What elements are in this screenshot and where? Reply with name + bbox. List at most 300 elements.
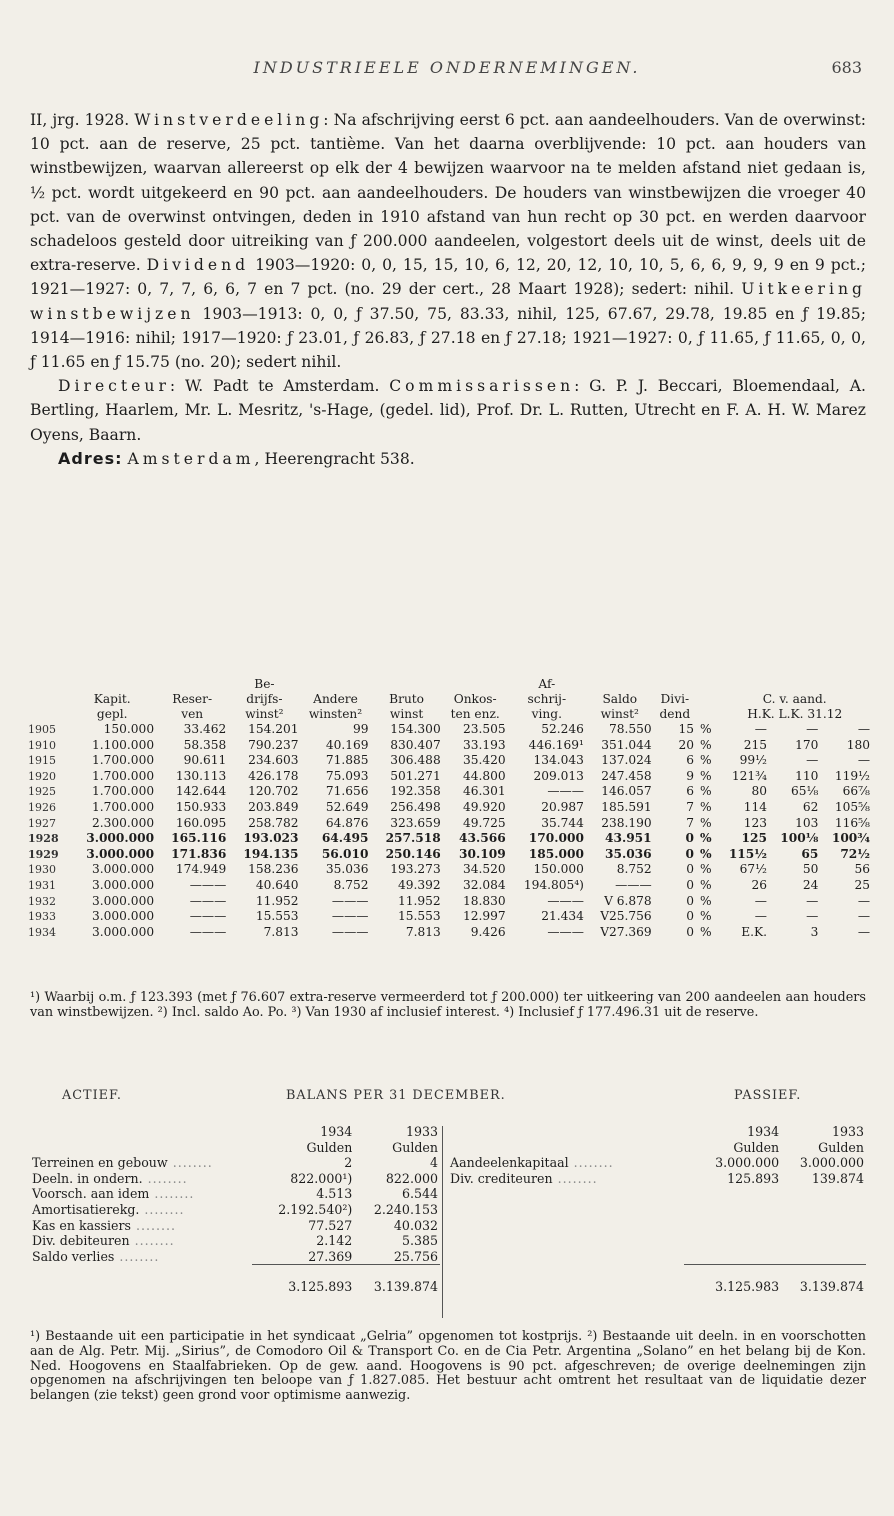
financial-table xyxy=(26,677,872,940)
cell-d3112: — xyxy=(857,924,870,939)
cell-pct: % xyxy=(700,768,712,783)
balance-total: 3.139.874 xyxy=(781,1264,866,1294)
actief-label: ACTIEF. xyxy=(62,1088,122,1103)
table-header-row-2 xyxy=(26,692,872,707)
header-cell: ven xyxy=(181,707,204,721)
balance-spacer-row xyxy=(448,1202,866,1218)
cell-year: 1930 xyxy=(28,863,56,877)
cell-hk: 123 xyxy=(743,815,767,830)
text-segment: : Na afschrijving eerst 6 pct. aan aandeelhouders. Van de overwinst: 10 pct. aan de reserve, 25 pct. tantième. Van het daarna overblijvende: 10 pct. aan houders van winstbewijzen, waarvan allereerst op elk der 4 bewijzen waarvoor na te melden afstand niet gedaan is, ½ pct. wordt uitgekeerd en 90 pct. aan aandeelhouders. De houders van winstbewijzen die vroeger 40 pct. van de overwinst ontvingen, deden in 1910 afstand van hun recht op 30 pct. en werden daarvoor schadeloos gesteld door uitreiking van ƒ 200.000 aandeelen, volgestort deels uit de winst, deels uit de extra-reserve. xyxy=(30,111,866,275)
cell-year: 1933 xyxy=(28,910,56,924)
cell-afschrijving: ——— xyxy=(547,784,584,799)
balance-footnotes xyxy=(30,1330,866,1404)
paragraph-winstverdeeling xyxy=(30,108,866,374)
cell-kapit: 2.300.000 xyxy=(92,815,155,830)
cell-year: 1928 xyxy=(28,832,59,846)
table-row xyxy=(26,925,872,941)
cell-bruto: 192.358 xyxy=(390,784,441,799)
cell-hk: 80 xyxy=(751,784,767,799)
cell-bedrijfswinst: 203.849 xyxy=(248,799,299,814)
cell-saldo: 351.044 xyxy=(601,737,652,752)
cell-hk: 115½ xyxy=(728,846,767,861)
header-cell: gepl. xyxy=(96,707,128,721)
cell-year: 1925 xyxy=(28,785,56,799)
cell-andere: 64.495 xyxy=(321,831,369,846)
uitkeering-label: Uitkeering winstbewijzen xyxy=(30,280,866,323)
col-year-1934: 1934 xyxy=(747,1124,780,1139)
table-row xyxy=(26,909,872,925)
cell-hk: 121¾ xyxy=(731,768,767,783)
cell-dividend: 0 xyxy=(686,862,694,877)
header-cell: ten enz. xyxy=(450,707,500,721)
cell-bedrijfswinst: 15.553 xyxy=(255,909,299,924)
balance-row xyxy=(30,1202,440,1218)
balance-value-v1934: 77.527 xyxy=(308,1217,353,1233)
balance-value-v1934: 2.192.540²) xyxy=(278,1201,353,1217)
balance-unit-row xyxy=(30,1140,440,1156)
cell-onkosten: 9.426 xyxy=(470,924,506,939)
balance-total-row xyxy=(30,1265,440,1295)
cell-bedrijfswinst: 193.023 xyxy=(243,831,299,846)
balance-value-v1934: 2.142 xyxy=(316,1233,353,1249)
cell-bruto: 193.273 xyxy=(390,862,441,877)
header-cell: Af- xyxy=(538,677,556,691)
spacer xyxy=(781,1218,866,1234)
cell-kapit: 3.000.000 xyxy=(86,831,155,846)
cell-afschrijving: ——— xyxy=(547,924,584,939)
cell-pct: % xyxy=(700,893,712,908)
balance-value-v1934: 125.893 xyxy=(727,1170,780,1186)
header-cell xyxy=(654,677,696,692)
cell-onkosten: 49.725 xyxy=(463,815,506,830)
cell-saldo: 247.458 xyxy=(601,768,652,783)
cell-bruto: 323.659 xyxy=(390,815,441,830)
balance-label-text: Kas en kassiers xyxy=(32,1217,131,1233)
balance-label xyxy=(30,1186,252,1202)
cell-year: 1920 xyxy=(28,769,56,783)
passief-body xyxy=(448,1155,866,1294)
balance-value-v1933: 40.032 xyxy=(393,1217,438,1233)
cell-kapit: 3.000.000 xyxy=(86,846,155,861)
header-cell: Bruto xyxy=(389,692,425,706)
table-row xyxy=(26,847,872,863)
cell-lk: 100⅛ xyxy=(780,831,819,846)
page-number: 683 xyxy=(831,58,862,77)
cell-dividend: 6 xyxy=(686,753,694,768)
cell-bruto: 49.392 xyxy=(398,877,441,892)
header-cell: H.K. L.K. 31.12 xyxy=(747,707,843,721)
cell-d3112: — xyxy=(857,909,870,924)
cell-pct: % xyxy=(700,877,712,892)
header-cell: Be- xyxy=(254,677,275,691)
header-cell xyxy=(26,692,68,707)
adres-label: Adres: xyxy=(58,448,123,468)
cell-onkosten: 23.505 xyxy=(463,722,506,736)
balance-title: BALANS PER 31 DECEMBER. xyxy=(286,1088,506,1103)
cell-dividend: 0 xyxy=(686,877,694,892)
balance-row xyxy=(30,1233,440,1249)
cell-year: 1910 xyxy=(28,738,56,752)
header-cell xyxy=(156,677,228,692)
cell-d3112: 72½ xyxy=(840,846,870,861)
balance-actief-table xyxy=(30,1124,440,1295)
cell-bedrijfswinst: 158.236 xyxy=(248,862,299,877)
table-row xyxy=(26,831,872,847)
header-cell: Andere xyxy=(313,692,358,706)
balance-label xyxy=(30,1233,252,1249)
cell-reserven: 174.949 xyxy=(175,862,227,877)
cell-afschrijving: 194.805⁴) xyxy=(523,877,584,892)
header-cell xyxy=(448,1124,684,1140)
text-segment: : W. Padt te Amsterdam. xyxy=(169,377,390,396)
cell-andere: 99 xyxy=(352,722,369,736)
cell-bedrijfswinst: 258.782 xyxy=(248,815,299,830)
col-unit: Gulden xyxy=(306,1139,353,1155)
text-segment: 1903—1920: 0, 0, 15, 15, 10, 6, 12, 20, 12, 10, 10, 5, 6, 6, 9, 9, 9 en 9 pct.; 1921—1927: 0, 7, 7, 6, 6, 7 en 7 pct. (no. 29 der cert., 28 Maart 1928); sedert: nihil. xyxy=(30,256,866,299)
cell-kapit: 150.000 xyxy=(103,722,155,736)
cell-afschrijving: 170.000 xyxy=(528,831,584,846)
actief-body xyxy=(30,1155,440,1295)
leader-dots: ........ xyxy=(130,1217,177,1233)
cell-lk: 62 xyxy=(802,799,819,814)
balance-value-v1933: 4 xyxy=(429,1155,438,1171)
adres-city: Amsterdam xyxy=(127,449,255,468)
cell-onkosten: 30.109 xyxy=(459,846,506,861)
balance-label-text: Div. crediteuren xyxy=(450,1170,553,1186)
balance-value-v1933: 25.756 xyxy=(393,1248,438,1264)
cell-reserven: ——— xyxy=(189,924,227,939)
cell-bruto: 7.813 xyxy=(405,924,441,939)
cell-year: 1929 xyxy=(28,847,59,861)
cell-saldo: 8.752 xyxy=(616,862,652,877)
cell-onkosten: 33.193 xyxy=(463,737,506,752)
cell-hk: — xyxy=(754,893,767,908)
header-cell: ving. xyxy=(531,707,562,721)
cell-onkosten: 32.084 xyxy=(463,877,506,892)
cell-d3112: 180 xyxy=(846,737,870,752)
balance-label xyxy=(448,1171,684,1187)
spacer xyxy=(448,1233,684,1249)
cell-year: 1926 xyxy=(28,800,56,814)
cell-reserven: ——— xyxy=(189,893,227,908)
balance-value-v1933: 822.000 xyxy=(385,1170,438,1186)
balance-label-text: Terreinen en gebouw xyxy=(32,1155,168,1171)
cell-lk: — xyxy=(806,753,819,768)
table-row xyxy=(26,878,872,894)
header-cell: Kapit. xyxy=(93,692,131,706)
header-cell: winst xyxy=(389,707,424,721)
cell-reserven: 130.113 xyxy=(175,768,227,783)
table-body xyxy=(26,722,872,940)
cell-bedrijfswinst: 234.603 xyxy=(248,753,299,768)
cell-year: 1932 xyxy=(28,894,56,908)
cell-saldo: 238.190 xyxy=(601,815,652,830)
cell-hk: 114 xyxy=(743,799,767,814)
balance-spacer-row xyxy=(448,1218,866,1234)
header-cell xyxy=(26,677,68,692)
leader-dots: ........ xyxy=(167,1155,213,1171)
spacer xyxy=(448,1186,684,1202)
header-cell xyxy=(26,707,68,722)
table-row xyxy=(26,753,872,769)
cell-d3112: — xyxy=(857,753,870,768)
balance-label-text: Div. debiteuren xyxy=(32,1233,130,1249)
dividend-label: Dividend xyxy=(146,256,250,275)
cell-reserven: ——— xyxy=(189,909,227,924)
cell-bruto: 154.300 xyxy=(390,722,441,736)
cell-reserven: 165.116 xyxy=(171,831,227,846)
cell-saldo: V25.756 xyxy=(600,909,652,924)
header-cell xyxy=(30,1140,252,1156)
balance-value-v1933: 3.000.000 xyxy=(799,1155,864,1171)
col-unit: Gulden xyxy=(733,1139,780,1155)
cell-pct: % xyxy=(700,815,712,830)
header-cell xyxy=(68,677,156,692)
cell-year: 1905 xyxy=(28,723,56,736)
cell-andere: 8.752 xyxy=(333,877,369,892)
commissarissen-label: Commissarissen xyxy=(389,377,575,396)
cell-dividend: 0 xyxy=(685,831,694,846)
balance-label xyxy=(30,1249,252,1265)
balance-row xyxy=(30,1186,440,1202)
cell-kapit: 1.700.000 xyxy=(92,768,155,783)
cell-year: 1931 xyxy=(28,878,56,892)
cell-lk: 65 xyxy=(801,846,819,861)
cell-lk: 103 xyxy=(795,815,819,830)
cell-andere: ——— xyxy=(331,924,369,939)
header-cell: Divi- xyxy=(660,692,690,706)
cell-bedrijfswinst: 7.813 xyxy=(263,924,299,939)
table-row xyxy=(26,800,872,816)
cell-pct: % xyxy=(700,737,712,752)
cell-pct: % xyxy=(700,924,712,939)
balance-row xyxy=(30,1155,440,1171)
cell-dividend: 9 xyxy=(686,768,694,783)
spacer xyxy=(684,1218,781,1234)
footnote-text: ¹) Waarbij o.m. ƒ 123.393 (met ƒ 76.607 extra-reserve vermeerderd tot ƒ 200.000) ter uitkeering van 200 aandeelen aan houders van winstbewijzen. ²) Incl. saldo Ao. Po. ³) Van 1930 af inclusief interest. ⁴) Inclusief ƒ 177.496.31 uit de reserve. xyxy=(30,990,866,1021)
header-cell: Saldo xyxy=(602,692,638,706)
cell-andere: 52.649 xyxy=(325,799,369,814)
table-header-row-1 xyxy=(26,677,872,692)
cell-onkosten: 44.800 xyxy=(463,768,506,783)
spacer xyxy=(781,1202,866,1218)
balance-row xyxy=(30,1218,440,1234)
spacer xyxy=(781,1186,866,1202)
cell-kapit: 3.000.000 xyxy=(92,924,155,939)
balance-label-text: Aandeelenkapitaal xyxy=(450,1155,569,1171)
cell-andere: 35.036 xyxy=(325,862,369,877)
cell-lk: — xyxy=(806,909,819,924)
header-cell: winst² xyxy=(245,707,284,721)
cell-lk: 170 xyxy=(795,737,819,752)
cell-bedrijfswinst: 790.237 xyxy=(248,737,299,752)
table-row xyxy=(26,722,872,738)
balance-label-text: Voorsch. aan idem xyxy=(32,1186,150,1202)
cell-dividend: 0 xyxy=(686,924,694,939)
cell-andere: 75.093 xyxy=(325,768,369,783)
balance-total: 3.125.893 xyxy=(252,1265,354,1295)
table-row xyxy=(26,769,872,785)
leader-dots: ........ xyxy=(129,1233,175,1249)
cell-dividend: 0 xyxy=(686,909,694,924)
cell-andere: 71.885 xyxy=(325,753,369,768)
cell-hk: — xyxy=(754,909,767,924)
cell-andere: ——— xyxy=(331,893,369,908)
cell-pct: % xyxy=(700,784,712,799)
cell-afschrijving: 150.000 xyxy=(533,862,584,877)
header-cell: Reser- xyxy=(172,692,213,706)
cell-andere: 56.010 xyxy=(321,846,369,861)
header-cell xyxy=(370,677,442,692)
cell-andere: 71.656 xyxy=(325,784,369,799)
header-cell xyxy=(30,1124,252,1140)
cell-hk: E.K. xyxy=(741,924,767,939)
cell-bedrijfswinst: 194.135 xyxy=(243,846,299,861)
cell-reserven: 58.358 xyxy=(183,737,227,752)
cell-afschrijving: 209.013 xyxy=(533,768,584,783)
balance-label-text: Amortisatierekg. xyxy=(32,1201,140,1217)
cell-pct: % xyxy=(700,909,712,924)
table-row xyxy=(26,738,872,754)
running-title: INDUSTRIEELE ONDERNEMINGEN. xyxy=(253,58,641,77)
header-cell: winst² xyxy=(600,707,639,721)
cell-lk: 110 xyxy=(795,768,819,783)
table-row xyxy=(26,816,872,832)
cell-bruto: 15.553 xyxy=(398,909,441,924)
winstverdeeling-label: Winstverdeeling xyxy=(134,111,324,129)
header-cell xyxy=(301,677,371,692)
cell-onkosten: 34.520 xyxy=(463,862,506,877)
spacer xyxy=(684,1202,781,1218)
cell-onkosten: 12.997 xyxy=(463,909,506,924)
cell-lk: 3 xyxy=(810,924,819,939)
cell-d3112: 105⅝ xyxy=(834,799,870,814)
text-segment: II, jrg. 1928. xyxy=(30,111,135,129)
balance-year-row xyxy=(30,1124,440,1140)
cell-saldo: ——— xyxy=(615,877,652,892)
cell-onkosten: 46.301 xyxy=(463,784,506,799)
cell-d3112: — xyxy=(857,722,870,736)
cell-onkosten: 43.566 xyxy=(459,831,506,846)
table-header-row-3 xyxy=(26,707,872,722)
balance-total: 3.139.874 xyxy=(354,1265,440,1295)
cell-bruto: 257.518 xyxy=(385,831,441,846)
cell-saldo: 146.057 xyxy=(601,784,652,799)
cell-afschrijving: 446.169¹ xyxy=(528,737,584,752)
cell-lk: 65⅛ xyxy=(791,784,819,799)
cell-afschrijving: 52.246 xyxy=(541,722,584,736)
cell-hk: 215 xyxy=(743,737,767,752)
cell-kapit: 3.000.000 xyxy=(92,862,155,877)
balance-label xyxy=(30,1218,252,1234)
cell-d3112: 119½ xyxy=(834,768,870,783)
balance-passief-table xyxy=(448,1124,866,1294)
balance-value-v1934: 4.513 xyxy=(316,1186,353,1202)
header-cell: winsten² xyxy=(308,707,363,721)
cell-andere: ——— xyxy=(331,909,369,924)
header-cell: schrij- xyxy=(527,692,567,706)
cell-bedrijfswinst: 11.952 xyxy=(255,893,299,908)
spacer xyxy=(684,1233,781,1249)
balance-unit-row xyxy=(448,1140,866,1156)
header-cell: Onkos- xyxy=(453,692,497,706)
balance-row xyxy=(30,1171,440,1187)
total-label xyxy=(448,1264,684,1294)
text-segment: 1903—1913: 0, 0, ƒ 37.50, 75, 83.33, nihil, 125, 67.67, 29.78, 19.85 en ƒ 19.85; 1914—1916: nihil; 1917—1920: ƒ 23.01, ƒ 26.83, ƒ 27.18 en ƒ 27.18; 1921—1927: 0, ƒ 11.65, ƒ 11.65, 0, 0, ƒ 11.65 en ƒ 15.75 (no. 20); sedert nihil. xyxy=(30,304,866,372)
cell-kapit: 1.100.000 xyxy=(92,737,155,752)
cell-lk: 24 xyxy=(802,877,819,892)
cell-saldo: V27.369 xyxy=(600,924,652,939)
leader-dots: ........ xyxy=(114,1249,160,1264)
cell-dividend: 20 xyxy=(678,737,694,752)
cell-afschrijving: 35.744 xyxy=(541,815,584,830)
page-header xyxy=(0,58,894,82)
cell-saldo: 137.024 xyxy=(601,753,652,768)
cell-d3112: — xyxy=(857,893,870,908)
cell-afschrijving: 20.987 xyxy=(541,799,584,814)
cell-pct: % xyxy=(700,722,712,736)
spacer xyxy=(684,1186,781,1202)
cell-bedrijfswinst: 40.640 xyxy=(255,877,299,892)
body-text xyxy=(30,108,866,471)
table-row xyxy=(26,784,872,800)
balance-spacer-row xyxy=(448,1249,866,1265)
cell-bedrijfswinst: 154.201 xyxy=(248,722,299,736)
cell-dividend: 7 xyxy=(686,815,694,830)
col-year-1933: 1933 xyxy=(831,1124,864,1139)
cell-bruto: 306.488 xyxy=(390,753,441,768)
cell-hk: 99½ xyxy=(739,753,767,768)
cell-kapit: 1.700.000 xyxy=(92,753,155,768)
balance-row xyxy=(448,1155,866,1171)
spacer xyxy=(781,1249,866,1265)
balance-spacer-row xyxy=(448,1186,866,1202)
cell-year: 1915 xyxy=(28,754,56,768)
cell-afschrijving: 134.043 xyxy=(533,753,584,768)
balance-footnote-text: ¹) Bestaande uit een participatie in het syndicaat „Gelria” opgenomen tot kostprijs. ²) Bestaande uit deeln. in en voorschotten aan de Alg. Petr. Mij. „Sirius”, de Comodoro Oil & Transport Co. en de Cia Petr. Argentina „Solano” en het belang bij de Kon. Ned. Hoogovens en Staalfabrieken. Op de gew. aand. Hoogovens is 90 pct. afgeschreven; de overige deelnemingen zijn opgenomen na afschrijvingen ten beloope van ƒ 1.827.085. Het bestuur acht omtrent het resultaat van de liquidatie dezer belangen (zie tekst) geen grond voor optimisme aanwezig. xyxy=(30,1329,866,1404)
header-cell xyxy=(696,707,717,722)
cell-saldo: 185.591 xyxy=(601,799,652,814)
header-cell xyxy=(443,677,508,692)
cell-reserven: 150.933 xyxy=(175,799,227,814)
header-cell xyxy=(586,677,654,692)
cell-bruto: 501.271 xyxy=(390,768,441,783)
cell-afschrijving: 21.434 xyxy=(541,909,584,924)
cell-dividend: 6 xyxy=(686,784,694,799)
cell-onkosten: 18.830 xyxy=(463,893,506,908)
cell-andere: 64.876 xyxy=(325,815,369,830)
leader-dots: ........ xyxy=(568,1155,614,1171)
cell-d3112: 25 xyxy=(854,877,870,892)
cell-reserven: 142.644 xyxy=(175,784,227,799)
cell-saldo: 35.036 xyxy=(605,846,652,861)
balance-total-row xyxy=(448,1264,866,1294)
cell-pct: % xyxy=(700,753,712,768)
total-label xyxy=(30,1265,252,1295)
cell-year: 1927 xyxy=(28,816,56,830)
cell-bruto: 250.146 xyxy=(385,846,441,861)
cell-saldo: V 6.878 xyxy=(604,893,652,908)
table-footnotes xyxy=(30,990,866,1021)
paragraph-bestuur xyxy=(30,374,866,447)
cell-bruto: 256.498 xyxy=(390,799,441,814)
cell-kapit: 3.000.000 xyxy=(92,893,155,908)
header-cell xyxy=(696,677,717,692)
header-cell xyxy=(717,677,872,692)
cell-pct: % xyxy=(700,862,712,877)
balance-value-v1934: 3.000.000 xyxy=(715,1155,780,1171)
cell-d3112: 100¾ xyxy=(831,831,870,846)
